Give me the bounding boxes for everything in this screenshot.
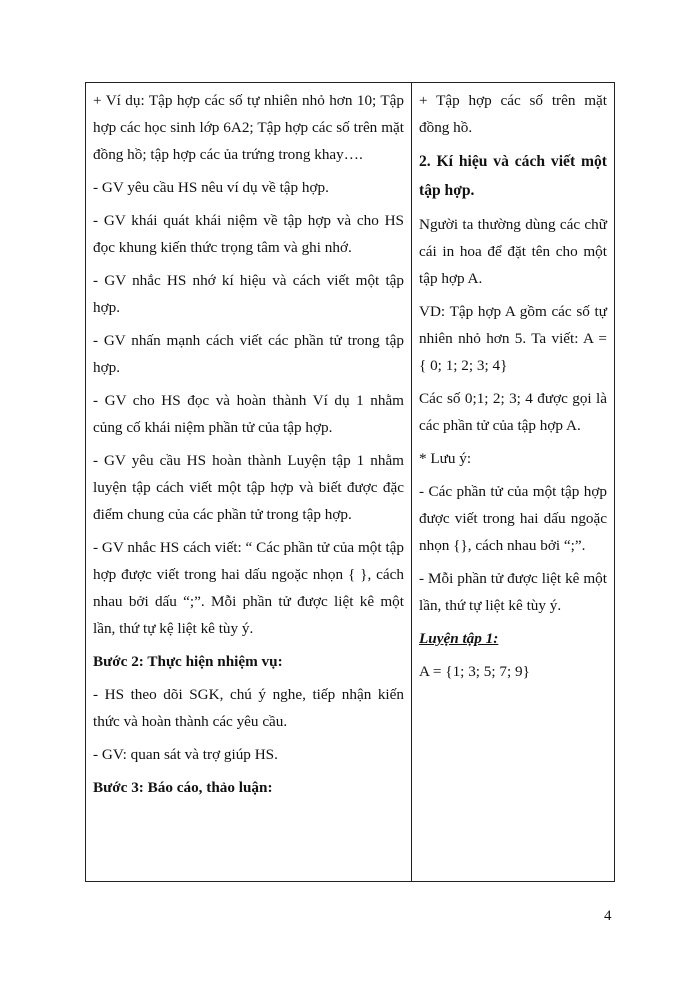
paragraph: - Các phần tử của một tập hợp được viết trong hai dấu ngoặc nhọn {}, cách nhau bởi “;”. bbox=[419, 483, 607, 554]
paragraph: - GV yêu cầu HS hoàn thành Luyện tập 1 nhằm luyện tập cách viết một tập hợp và biết được đặc điểm chung của các phần tử trong tập hợp. bbox=[93, 452, 404, 523]
paragraph: * Lưu ý: bbox=[419, 450, 472, 467]
paragraph: + Tập hợp các số trên mặt đồng hồ. bbox=[419, 92, 607, 136]
paragraph: A = {1; 3; 5; 7; 9} bbox=[419, 663, 530, 680]
paragraph: - GV yêu cầu HS nêu ví dụ về tập hợp. bbox=[93, 179, 329, 196]
step-heading: Bước 3: Báo cáo, thảo luận: bbox=[93, 779, 273, 796]
content-column bbox=[412, 83, 614, 881]
content-table bbox=[85, 82, 615, 882]
practice-heading: Luyện tập 1: bbox=[419, 630, 499, 647]
paragraph: Các số 0;1; 2; 3; 4 được gọi là các phần tử của tập hợp A. bbox=[419, 390, 607, 434]
paragraph: - GV cho HS đọc và hoàn thành Ví dụ 1 nhằm củng cố khái niệm phần tử của tập hợp. bbox=[93, 392, 404, 436]
paragraph: - GV nhắc HS nhớ kí hiệu và cách viết một tập hợp. bbox=[93, 272, 404, 316]
paragraph: - GV nhắc HS cách viết: “ Các phần tử của một tập hợp được viết trong hai dấu ngoặc nhọn { }, cách nhau bởi dấu “;”. Mỗi phần tử được liệt kê một lần, thứ tự kệ liệt kê tùy ý. bbox=[93, 539, 404, 637]
paragraph: Người ta thường dùng các chữ cái in hoa để đặt tên cho một tập hợp A. bbox=[419, 216, 607, 287]
paragraph: - GV khái quát khái niệm về tập hợp và cho HS đọc khung kiến thức trọng tâm và ghi nhớ. bbox=[93, 212, 404, 256]
paragraph: - GV: quan sát và trợ giúp HS. bbox=[93, 746, 278, 763]
teacher-activity-column bbox=[86, 83, 412, 881]
paragraph: - GV nhấn mạnh cách viết các phần tử trong tập hợp. bbox=[93, 332, 404, 376]
paragraph: VD: Tập hợp A gồm các số tự nhiên nhỏ hơn 5. Ta viết: A = { 0; 1; 2; 3; 4} bbox=[419, 303, 607, 374]
section-heading: 2. Kí hiệu và cách viết một tập hợp. bbox=[419, 153, 607, 199]
paragraph: - Mỗi phần tử được liệt kê một lần, thứ tự liệt kê tùy ý. bbox=[419, 570, 607, 614]
paragraph: + Ví dụ: Tập hợp các số tự nhiên nhỏ hơn 10; Tập hợp các học sinh lớp 6A2; Tập hợp các số trên mặt đồng hồ; tập hợp các ủa trứng trong khay…. bbox=[93, 92, 404, 163]
step-heading: Bước 2: Thực hiện nhiệm vụ: bbox=[93, 653, 283, 670]
paragraph: - HS theo dõi SGK, chú ý nghe, tiếp nhận kiến thức và hoàn thành các yêu cầu. bbox=[93, 686, 404, 730]
page-number: 4 bbox=[604, 908, 612, 924]
